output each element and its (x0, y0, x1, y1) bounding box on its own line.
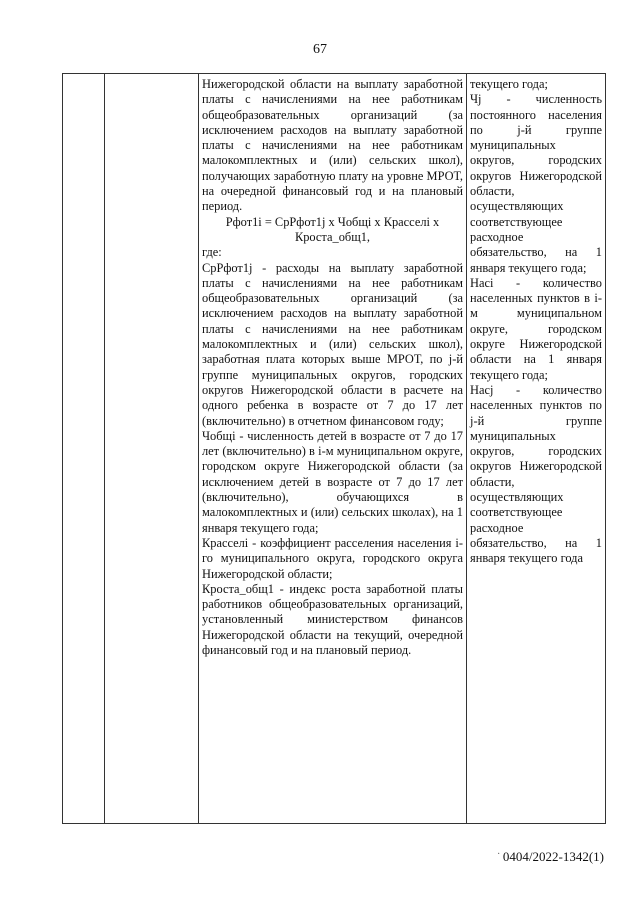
side-text-cell (467, 74, 606, 824)
main-text-cell (199, 74, 467, 824)
definition-nasi: Насi - количество населенных пунктов в i-м муниципальном округе, городском округе Нижегородской области на 1 января текущего года; (470, 275, 602, 382)
definition-nasj: Насj - количество населенных пунктов по j-й группе муниципальных округов, городских округов Нижегородской области, осуществляющих соответствующее расходное обязательство, на 1 января текущего года (470, 382, 602, 566)
table-row (63, 74, 606, 824)
paragraph-intro: Нижегородской области на выплату заработной платы с начислениями на нее работникам общеобразовательных организаций (за исключением расходов на выплату заработной платы с начислениями на нее работникам малокомплектных и (или) сельских школ), получающих заработную плату на уровне МРОТ, на очередной финансовый год и на плановый период. (202, 77, 463, 214)
empty-cell-1 (63, 74, 105, 824)
document-code: 0404/2022-1342(1) (502, 849, 604, 864)
definition-krassel: Красселi - коэффициент расселения населения i-го муниципального округа, городского округа Нижегородской области; (202, 535, 463, 581)
definition-chj: Чj - численность постоянного населения по j-й группе муниципальных округов, городских округов Нижегородской области, осуществляющих соответствующее расходное обязательство, на 1 января текущего года; (470, 92, 602, 275)
document-table (62, 73, 606, 824)
definition-srrfot: СрРфот1j - расходы на выплату заработной платы с начислениями на нее работникам общеобразовательных организаций (за исключением расходов на выплату заработной платы с начислениями на нее работникам малокомплектных и (или) сельских школ), заработная плата которых выше МРОТ, по j-й группе муниципальных округов, городских округов Нижегородской области в расчете на одного ребенка в возрасте от 7 до 17 лет (включительно) в отчетном финансовом году; (202, 260, 463, 428)
page-number: 67 (313, 42, 327, 57)
footer-dot: · (497, 849, 501, 860)
formula: Рфот1i = СрРфот1j х Чобщi х Красселi х Кроста_общ1, (225, 214, 440, 244)
where-label: где: (202, 245, 222, 260)
definition-krosta: Кроста_общ1 - индекс роста заработной платы работников общеобразовательных организаций, установленный министерством финансов Нижегородской области на текущий, очередной финансовый год и на плановый период. (202, 581, 463, 657)
definition-chobsh: Чобщi - численность детей в возрасте от 7 до 17 лет (включительно) в i-м муниципальном округе, городском округе Нижегородской области (за исключением детей в возрасте от 7 до 17 лет (включительно), обучающихся в малокомплектных и (или) сельских школах), на 1 января текущего года; (202, 428, 463, 535)
side-text-continuation: текущего года; (470, 77, 548, 91)
empty-cell-2 (105, 74, 199, 824)
